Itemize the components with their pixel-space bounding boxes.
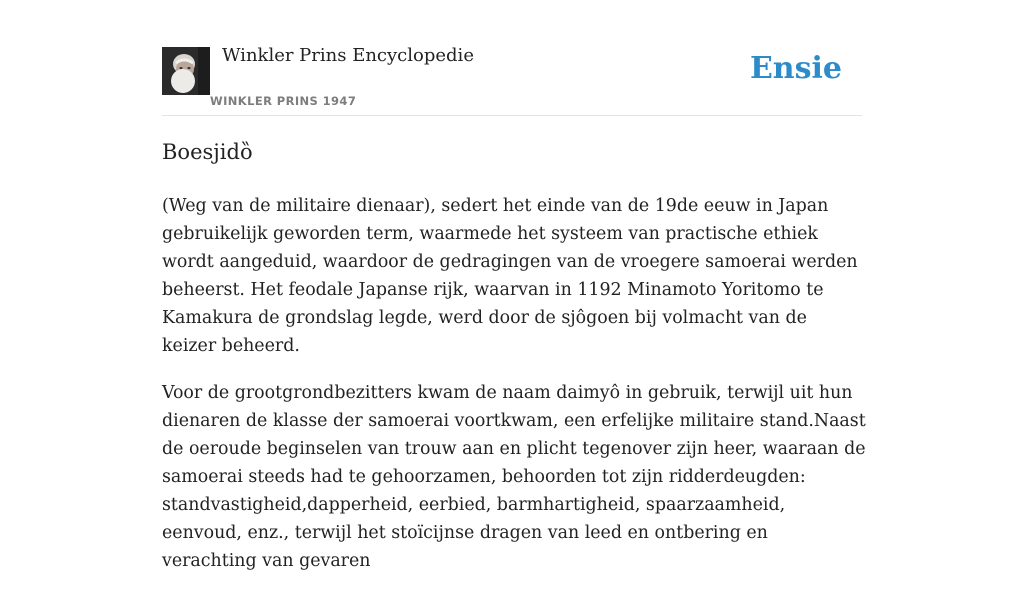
bearded-man-portrait-icon bbox=[162, 47, 210, 95]
article-paragraph: (Weg van de militaire dienaar), sedert het einde van de 19de eeuw in Japan gebruikelijk geworden term, waarmede het systeem van practische ethiek wordt aangeduid, waardoor de gedragingen van de vroegere samoerai werden beheerst. Het feodale Japanse rijk, waarvan in 1192 Minamoto Yoritomo te Kamakura de grondslag legde, werd door de sjôgoen bij volmacht van de keizer beheerd. bbox=[162, 196, 858, 356]
source-subtitle[interactable]: WINKLER PRINS 1947 bbox=[210, 94, 357, 108]
article-body bbox=[162, 192, 866, 594]
article-title: Boesjidȍ bbox=[162, 140, 253, 164]
source-title[interactable]: Winkler Prins Encyclopedie bbox=[222, 45, 474, 66]
article-paragraph: Voor de grootgrondbezitters kwam de naam daimyô in gebruik, terwijl uit hun dienaren de klasse der samoerai voortkwam, een erfelijke militaire stand.Naast de oeroude beginselen van trouw aan en plicht tegenover zijn heer, waaraan de samoerai steeds had te gehoorzamen, behoorden tot zijn ridderdeugden: standvastigheid,dapperheid, eerbied, barmhartigheid, spaarzaamheid, eenvoud, enz., terwijl het stoïcijnse dragen van leed en ontbering en verachting van gevaren bbox=[162, 383, 866, 571]
header-divider bbox=[162, 115, 862, 116]
brand-logo[interactable]: Ensie bbox=[749, 51, 842, 86]
